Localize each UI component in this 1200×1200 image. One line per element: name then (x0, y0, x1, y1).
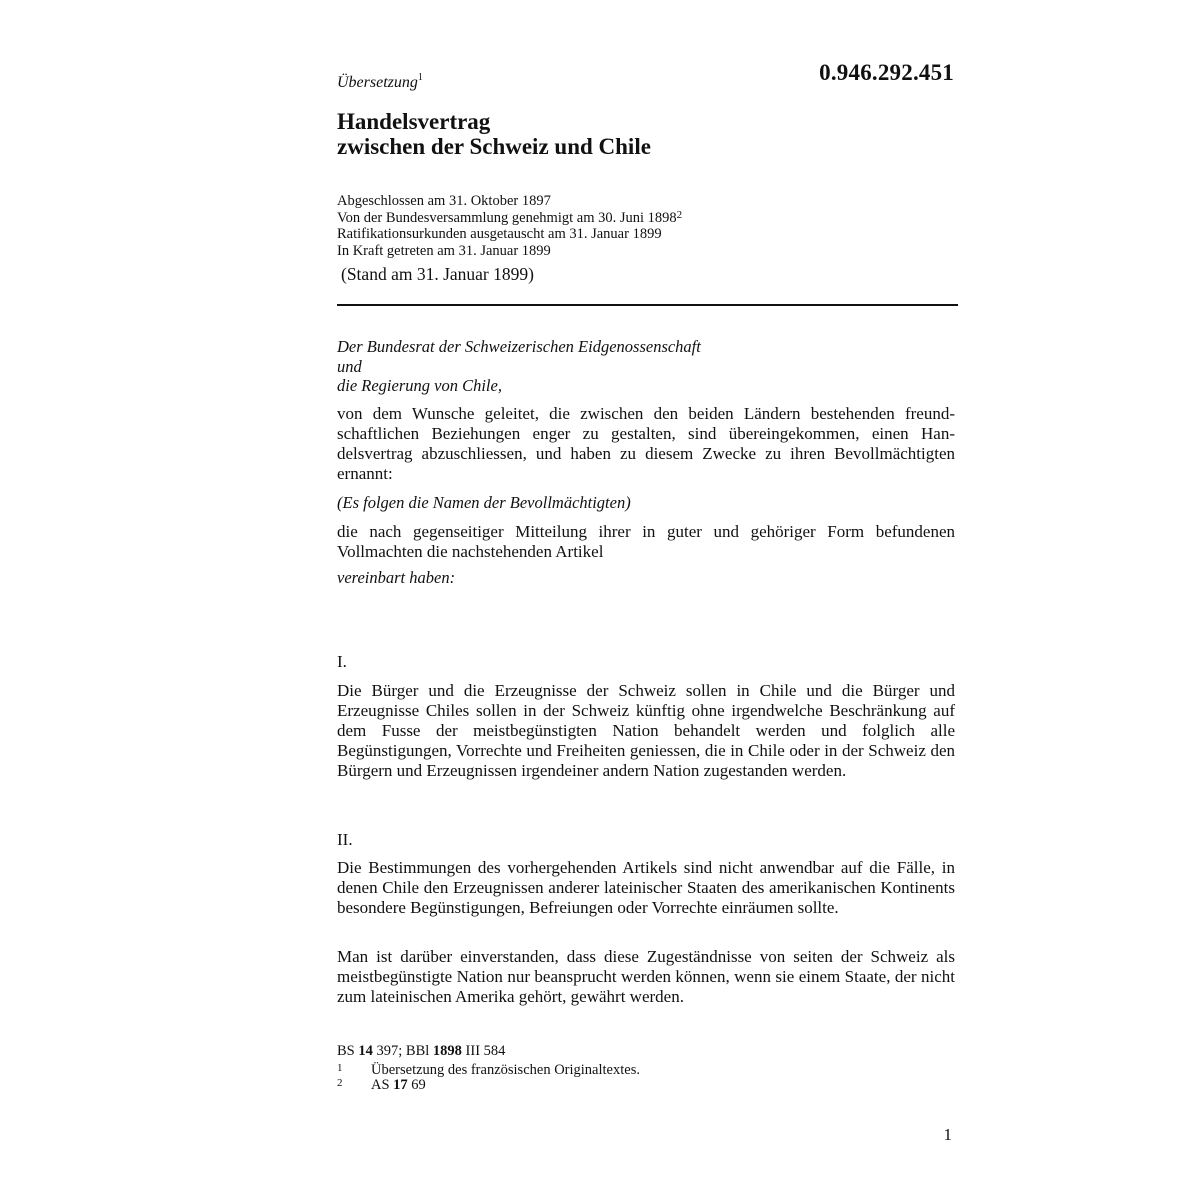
status-date: (Stand am 31. Januar 1899) (341, 264, 534, 284)
footnote-1 (337, 1062, 640, 1078)
page-number: 1 (943, 1125, 952, 1144)
footnote-1-text: Übersetzung des französischen Originaltextes. (371, 1062, 640, 1078)
article-1-number: I. (337, 652, 347, 671)
party-conjunction: und (337, 356, 362, 376)
preamble-credentials: die nach gegenseitiger Mitteilung ihrer in guter und gehöriger Form befundenen Vollmachten die nachstehenden Artikel (337, 522, 955, 561)
translation-label (337, 74, 423, 92)
source-prefix: BS (337, 1043, 359, 1059)
title-line-1: Handelsvertrag (337, 109, 491, 134)
footnote-2 (337, 1077, 505, 1092)
footnote-1-mark: 1 (337, 1062, 343, 1074)
source-year: 1898 (432, 1043, 462, 1059)
meta-approved-line (337, 210, 682, 227)
source-suffix: III 584 (461, 1043, 506, 1059)
footnote-2-mark: 2 (337, 1077, 343, 1089)
preamble-intro: von dem Wunsche geleitet, die zwischen den beiden Ländern bestehenden freundschaftlichen Beziehungen enger zu gestalten, sind übereingekommen, einen Handelsvertrag abzuschliessen, und haben zu diesem Zwecke zu ihren Bevollmächtigten ernannt: (337, 404, 955, 483)
source-volume: 14 (358, 1043, 373, 1059)
meta-ratified: Ratifikationsurkunden ausgetauscht am 31. Januar 1899 (337, 226, 662, 242)
meta-in-force: In Kraft getreten am 31. Januar 1899 (337, 242, 551, 259)
article-2-paragraph-2: Man ist darüber einverstanden, dass diese Zugeständnisse von seiten der Schweiz als meistbegünstigte Nation nur beansprucht werden können, wenn sie einem Staate, der nicht zum lateinischen Amerika gehört, gewährt werden. (337, 947, 955, 1006)
footnote-2-prefix: AS (371, 1077, 394, 1093)
preamble-parties (337, 337, 701, 396)
footnotes (337, 1043, 640, 1093)
title-line-2: zwischen der Schweiz und Chile (337, 134, 651, 159)
article-1-paragraph: Die Bürger und die Erzeugnisse der Schweiz sollen in Chile und die Bürger und Erzeugnisse Chiles sollen in der Schweiz künftig ohne irgendwelche Beschränkung auf dem Fusse der meistbegünstigten Nation behandelt werden und folglich alle Begünstigungen, Vorrechte und Freiheiten geniessen, die in Chile oder in der Schweiz den Bürgern und Erzeugnissen irgendeiner andern Nation zugestanden werden. (337, 681, 955, 780)
translation-label-text: Übersetzung (337, 74, 418, 91)
party-switzerland: Der Bundesrat der Schweizerischen Eidgenossenschaft (337, 337, 701, 356)
footnote-2-volume: 17 (393, 1077, 408, 1093)
meta-concluded: Abgeschlossen am 31. Oktober 1897 (337, 193, 551, 209)
document-page (337, 60, 958, 1160)
footnote-ref-2[interactable]: 2 (676, 208, 683, 221)
footnote-ref-1[interactable]: 1 (417, 72, 423, 83)
treaty-metadata (337, 193, 682, 259)
preamble-agreed: vereinbart haben: (337, 568, 456, 587)
document-title (337, 109, 651, 159)
footnote-2-page: 69 (407, 1077, 426, 1093)
source-mid: 397; BBl (372, 1043, 433, 1059)
horizontal-rule (337, 304, 958, 306)
source-reference (337, 1043, 505, 1059)
footnote-2-text (371, 1077, 426, 1093)
meta-approved: Von der Bundesversammlung genehmigt am 30. Juni 1898 (337, 209, 677, 226)
article-2-number: II. (337, 830, 353, 849)
article-2-paragraph-1: Die Bestimmungen des vorhergehenden Artikels sind nicht anwendbar auf die Fälle, in denen Chile den Erzeugnissen anderer lateinischer Staaten des amerikanischen Kontinents besondere Begünstigungen, Befreiungen oder Vorrechte einräumen sollte. (337, 858, 955, 917)
sr-number: 0.946.292.451 (819, 60, 954, 85)
preamble-plenipotentiaries: (Es folgen die Namen der Bevollmächtigten) (337, 493, 631, 512)
party-chile: die Regierung von Chile, (337, 376, 502, 395)
